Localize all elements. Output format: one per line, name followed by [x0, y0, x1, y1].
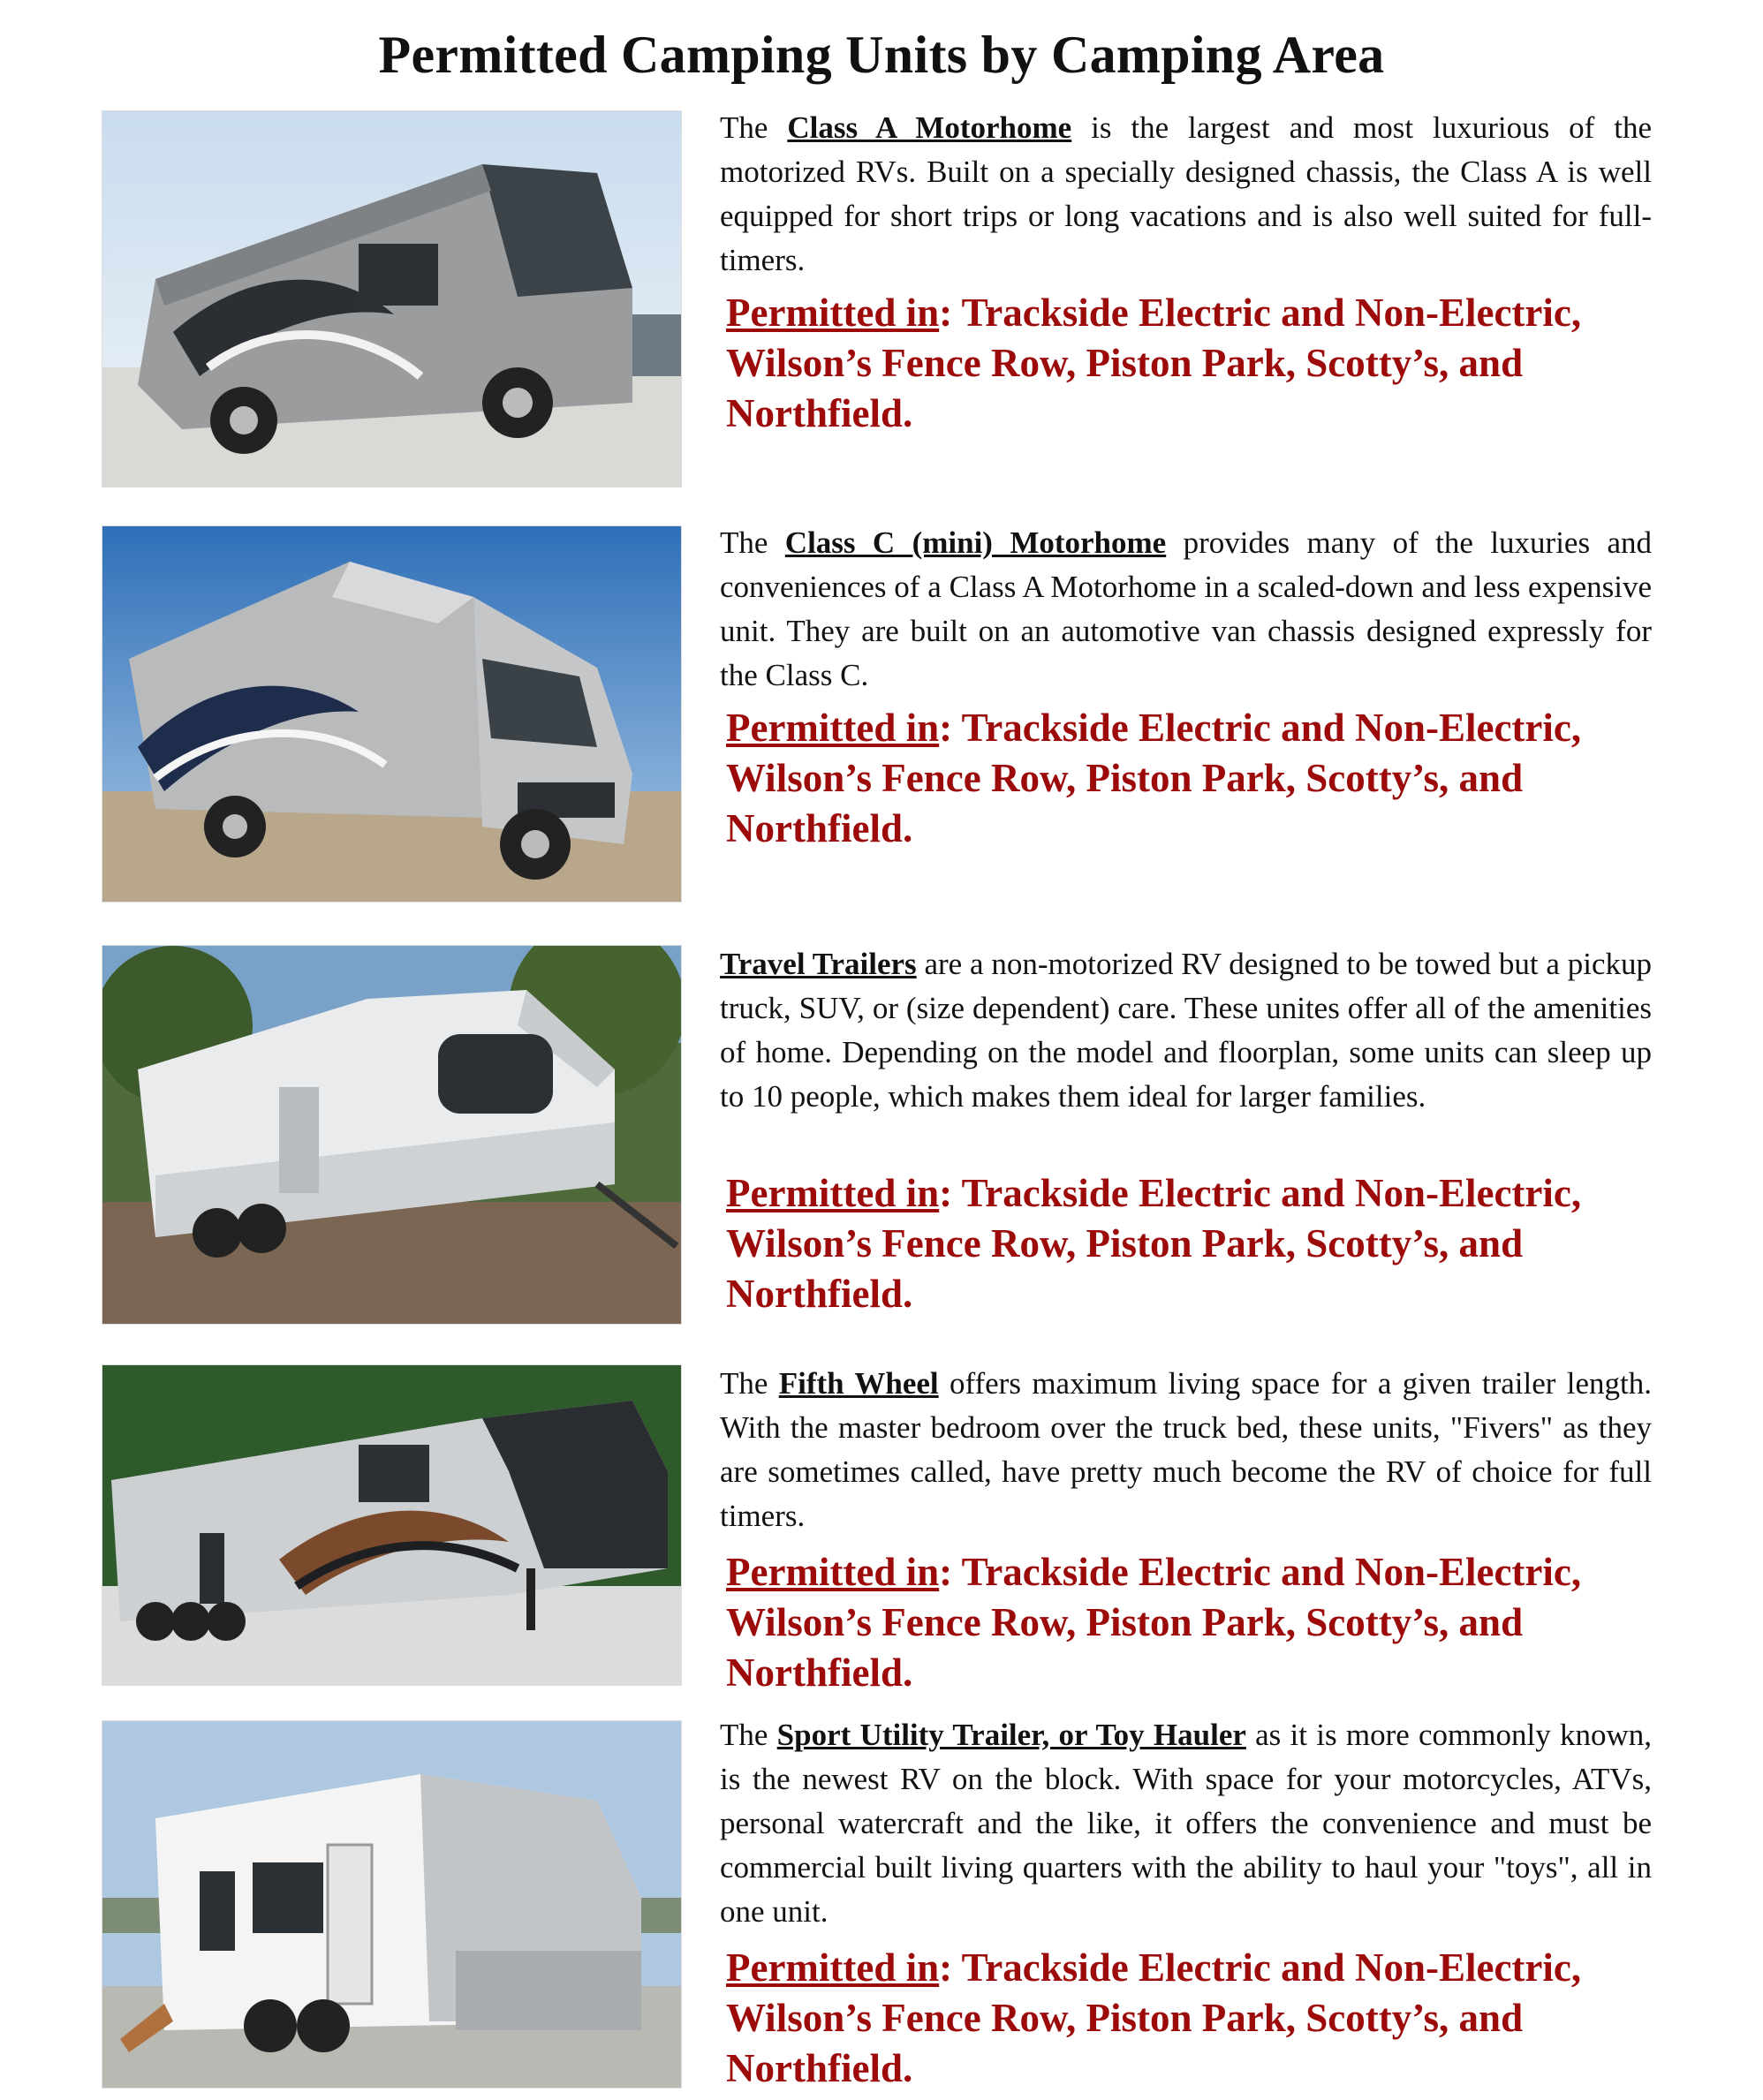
class-a-term: Class A Motorhome [787, 110, 1072, 145]
page-title: Permitted Camping Units by Camping Area [378, 26, 1385, 84]
fifth-wheel-photo [102, 1364, 682, 1686]
permitted-label: Permitted in [726, 1171, 940, 1215]
travel-trailers-description: Travel Trailers are a non-motorized RV designed to be towed but a pickup truck, SUV, or (size dependent) care. These unites offer all of the amenities of home. Depending on the model and floorplan, some units can sleep up to 10 people, which makes them ideal for larger families. [720, 947, 1652, 1114]
permitted-label: Permitted in [726, 1945, 940, 1990]
travel-trailer-photo [102, 945, 682, 1325]
class-a-permitted: Permitted in: Trackside Electric and Non-Electric, Wilson’s Fence Row, Piston Park, Scotty’s, and Northfield. [726, 291, 1582, 435]
class-a-motorhome-photo [102, 110, 682, 487]
travel-trailers-term: Travel Trailers [720, 947, 917, 981]
permitted-label: Permitted in [726, 291, 940, 335]
fifth-wheel-permitted: Permitted in: Trackside Electric and Non-Electric, Wilson’s Fence Row, Piston Park, Scotty’s, and Northfield. [726, 1550, 1582, 1695]
class-a-description: The Class A Motorhome is the largest and most luxurious of the motorized RVs. Built on a specially designed chassis, the Class A is well equipped for short trips or long vacations and is also well suited for full-timers. [720, 110, 1652, 277]
fifth-wheel-term: Fifth Wheel [778, 1366, 939, 1401]
class-c-permitted: Permitted in: Trackside Electric and Non-Electric, Wilson’s Fence Row, Piston Park, Scotty’s, and Northfield. [726, 706, 1582, 850]
class-c-term: Class C (mini) Motorhome [784, 525, 1167, 560]
permitted-label: Permitted in [726, 1550, 940, 1594]
class-c-description: The Class C (mini) Motorhome provides many of the luxuries and conveniences of a Class A Motorhome in a scaled-down and less expensive unit. They are built on an automotive van chassis designed expressly for the Class C. [720, 525, 1652, 692]
toy-hauler-description: The Sport Utility Trailer, or Toy Hauler as it is more commonly known, is the newest RV on the block. With space for your motorcycles, ATVs, personal watercraft and the like, it offers the convenience and must be commercial built living quarters with the ability to haul your "toys", all in one unit. [720, 1718, 1652, 1929]
toy-hauler-term: Sport Utility Trailer, or Toy Hauler [776, 1718, 1246, 1752]
travel-trailers-permitted: Permitted in: Trackside Electric and Non-Electric, Wilson’s Fence Row, Piston Park, Scotty’s, and Northfield. [726, 1171, 1582, 1316]
class-c-motorhome-photo [102, 525, 682, 903]
permitted-label: Permitted in [726, 706, 940, 750]
fifth-wheel-description: The Fifth Wheel offers maximum living space for a given trailer length. With the master bedroom over the truck bed, these units, "Fivers" as they are sometimes called, have pretty much become the RV of choice for full timers. [720, 1366, 1652, 1533]
toy-hauler-permitted: Permitted in: Trackside Electric and Non-Electric, Wilson’s Fence Row, Piston Park, Scotty’s, and Northfield. [726, 1945, 1582, 2090]
toy-hauler-photo [102, 1720, 682, 2089]
